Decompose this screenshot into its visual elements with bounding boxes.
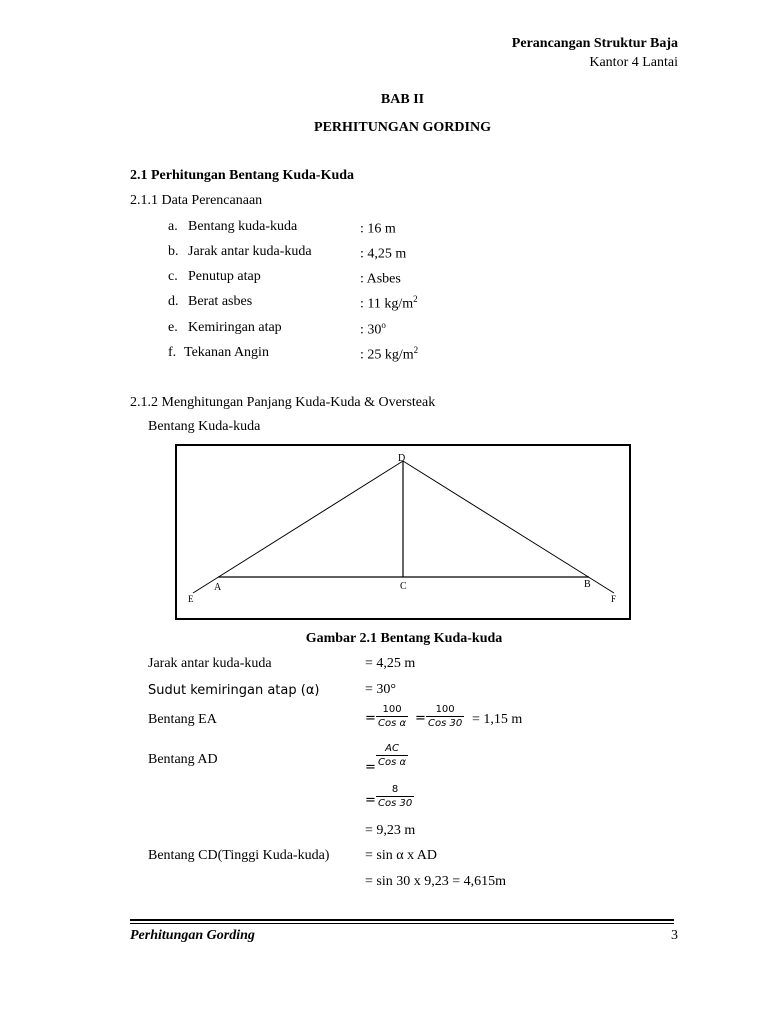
fraction-ad-2 <box>376 784 414 809</box>
list-item-label: Kemiringan atap <box>188 320 282 335</box>
list-item-value: : 30$^o$ <box>360 320 386 338</box>
list-marker: d. <box>168 294 179 309</box>
section-heading-2-1-1: 2.1.1 Data Perencanaan <box>130 193 263 208</box>
point-label-b: B <box>584 579 591 590</box>
calc-result-cd: = sin 30 x 9,23 = 4,615m <box>365 874 507 889</box>
equals-sign: = <box>365 760 376 775</box>
calc-result-ad: = 9,23 m <box>365 823 416 838</box>
list-item-value: : 25 $kg/m^2$ <box>360 345 419 363</box>
fraction-numerator: 100 <box>382 704 402 715</box>
list-item-value: : Asbes <box>360 271 401 287</box>
list-item-label: Jarak antar kuda-kuda <box>188 244 312 259</box>
equals-sign: = <box>365 711 376 726</box>
calc-result-ea: = 1,15 m <box>472 712 523 727</box>
section-heading-2-1: 2.1 Perhitungan Bentang Kuda-Kuda <box>130 168 355 183</box>
fraction-ea-2 <box>426 704 464 729</box>
calc-label-ad: Bentang AD <box>148 752 218 767</box>
fraction-denominator: Cos 30 <box>428 718 463 729</box>
list-marker: a. <box>168 219 178 234</box>
figure-caption: Gambar 2.1 Bentang Kuda-kuda <box>305 631 503 646</box>
header-title: Perancangan Struktur Baja <box>511 36 678 51</box>
point-label-d: D <box>398 453 406 464</box>
fraction-numerator: 100 <box>435 704 455 715</box>
page-number: 3 <box>671 928 678 943</box>
fraction-numerator: 8 <box>391 784 399 795</box>
fraction-denominator: Cos 30 <box>378 798 413 809</box>
list-marker: e. <box>168 320 178 335</box>
list-item-label: Berat asbes <box>188 294 253 309</box>
calc-label-ea: Bentang EA <box>148 712 217 727</box>
equals-sign: = <box>415 711 426 726</box>
calc-label-jarak: Jarak antar kuda-kuda <box>148 656 272 671</box>
list-marker: c. <box>168 269 178 284</box>
point-label-c: C <box>400 581 407 592</box>
calc-label-cd: Bentang CD(Tinggi Kuda-kuda) <box>148 848 330 863</box>
fraction-numerator: AC <box>385 743 399 754</box>
calc-formula-cd: = sin α x AD <box>365 848 438 863</box>
footer-title: Perhitungan Gording <box>130 928 255 943</box>
fraction-ea-1 <box>376 704 408 729</box>
list-item-value: : 16 m <box>360 221 396 237</box>
calc-label-sudut: Sudut kemiringan atap (α) <box>148 683 320 698</box>
list-marker: b. <box>168 244 179 259</box>
section-heading-2-1-2: 2.1.2 Menghitungan Panjang Kuda-Kuda & Oversteak <box>130 395 436 410</box>
rafter-right <box>403 461 614 593</box>
rafter-left <box>193 461 403 593</box>
fraction-ad-1 <box>376 743 408 768</box>
calc-value-sudut: = 30° <box>365 682 396 697</box>
header-subtitle: Kantor 4 Lantai <box>589 55 678 70</box>
list-item-label: Bentang kuda-kuda <box>188 219 298 234</box>
point-label-e: E <box>188 594 194 604</box>
footer-rule-thin <box>130 923 674 924</box>
chapter-number: BAB II <box>380 92 425 107</box>
point-label-f: F <box>611 594 617 604</box>
list-item-label: Tekanan Angin <box>184 345 269 360</box>
list-item-value: : 11 $kg/m^2$ <box>360 294 418 312</box>
equals-sign: = <box>365 793 376 808</box>
list-item-label: Penutup atap <box>188 269 261 284</box>
footer-rule-thick <box>130 919 674 921</box>
list-item-value: : 4,25 m <box>360 246 407 262</box>
fraction-denominator: Cos α <box>378 718 407 729</box>
calc-value-jarak: = 4,25 m <box>365 656 416 671</box>
point-label-a: A <box>214 582 222 593</box>
fraction-denominator: Cos α <box>378 757 407 768</box>
chapter-title: PERHITUNGAN GORDING <box>314 120 491 135</box>
list-marker: f. <box>168 345 177 360</box>
section-subheading: Bentang Kuda-kuda <box>148 419 261 434</box>
